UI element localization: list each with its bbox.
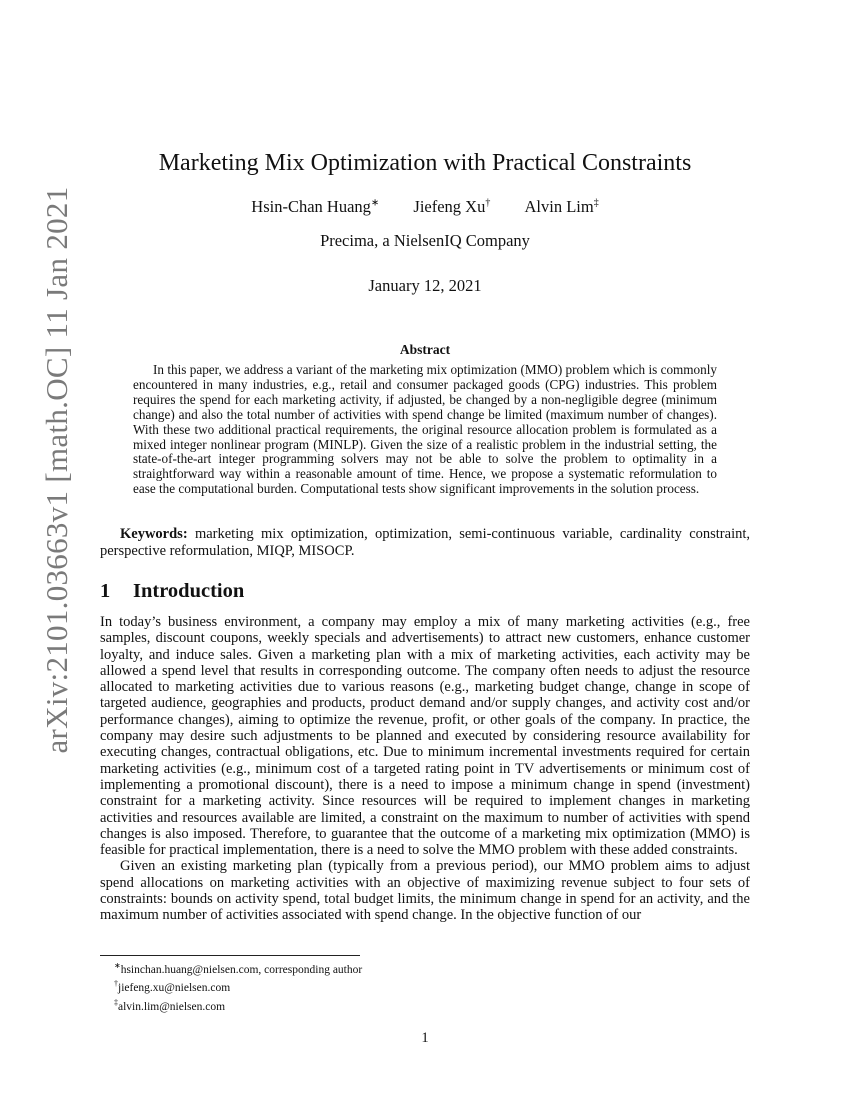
footnote-lim: ‡alvin.lim@nielsen.com [114, 997, 226, 1013]
author-list [0, 197, 850, 217]
keywords-label: Keywords: [120, 526, 188, 542]
intro-paragraph: In today’s business environment, a company may employ a mix of many marketing activities (e.g., free samples, discount coupons, weekly specials and advertisements) to attract new customers, enhance customer loyalty, and induce sales. Given a marketing plan with a mix of marketing activities, each activity may be allowed a spend level that results in corresponding outcome. The company often needs to adjust the resource allocated to marketing activities due to various reasons (e.g., marketing budget change, change in scope of targeted audience, geographies and products, product demand and/or supply changes, and activity cost and/or performance changes), aiming to optimize the revenue, profit, or other goals of the company. In practice, the company may desire such adjustments to be planned and executed by considering resource availability for executing changes, contractual obligations, etc. Due to minimum incremental investments required for certain marketing activities (e.g., minimum cost of a targeted rating point in TV advertisements or minimum cost of implementing a promotional discount), there is a need to impose a minimum change in spend (investment) constraint for a marketing activity. Since resources will be required to implement changes in marketing activities and resources available are limited, a constraint on the maximum to number of activities with spend changes is also imposed. Therefore, to guarantee that the outcome of a marketing mix optimization (MMO) is feasible for practical implementation, there is a need to solve the MMO problem with these added constraints. [100, 614, 750, 859]
arxiv-identifier-stamp: arXiv:2101.03663v1 [math.OC] 11 Jan 2021 [39, 186, 74, 754]
paper-title: Marketing Mix Optimization with Practical Constraints [158, 150, 692, 176]
section-title: Introduction [133, 580, 245, 602]
keywords-paragraph [100, 526, 750, 560]
author-xu: Jiefeng Xu† [413, 197, 491, 216]
footnotes [114, 959, 362, 1014]
introduction-body [100, 614, 750, 924]
footnote-divider [100, 955, 360, 956]
footnote-huang: ∗hsinchan.huang@nielsen.com, corresponding author [114, 961, 363, 976]
publication-date: January 12, 2021 [368, 276, 482, 295]
intro-paragraph: Given an existing marketing plan (typically from a previous period), our MMO problem aims to adjust spend allocations on marketing activities with an objective of maximizing revenue subject to four sets of constraints: bounds on activity spend, total budget limits, the minimum change in spend for an activity, and the maximum number of activities associated with spend change. In the objective function of our [100, 858, 750, 924]
keywords-text: marketing mix optimization, optimization, semi-continuous variable, cardinality constraint, perspective reformulation, MIQP, MISOCP. [100, 526, 751, 559]
author-lim: Alvin Lim‡ [524, 197, 599, 216]
author-huang: Hsin-Chan Huang∗ [251, 197, 380, 216]
section-heading-introduction [100, 580, 244, 603]
section-number: 1 [100, 580, 111, 602]
affiliation: Precima, a NielsenIQ Company [320, 231, 530, 250]
abstract-heading: Abstract [399, 342, 451, 357]
page-number: 1 [421, 1030, 429, 1046]
footnote-xu: †jiefeng.xu@nielsen.com [114, 979, 231, 995]
abstract-text: In this paper, we address a variant of the marketing mix optimization (MMO) problem which is commonly encountered in many industries, e.g., retail and consumer packaged goods (CPG) industries. This problem requires the spend for each marketing activity, if adjusted, be changed by a non-negligible degree (minimum change) and also the total number of activities with spend change be limited (maximum number of changes). With these two additional practical requirements, the original resource allocation problem is formulated as a mixed integer nonlinear program (MINLP). Given the size of a realistic problem in the industrial setting, the state-of-the-art integer programming solvers may not be able to solve the problem to optimality in a straightforward way within a reasonable amount of time. Hence, we propose a systematic reformulation to ease the computational burden. Computational tests show significant improvements in the solution process. [133, 362, 717, 497]
